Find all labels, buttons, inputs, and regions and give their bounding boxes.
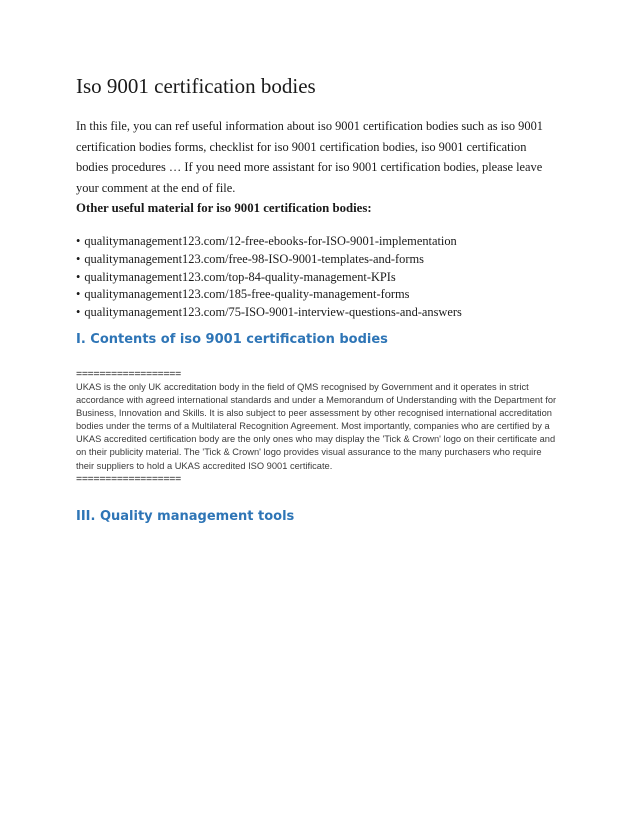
separator-bottom: ================== xyxy=(76,473,181,485)
resource-link-item[interactable] xyxy=(76,304,462,322)
resource-link-item[interactable] xyxy=(76,251,462,269)
resource-link-text[interactable]: qualitymanagement123.com/185-free-quality-management-forms xyxy=(84,287,410,302)
section-heading-contents: I. Contents of iso 9001 certification bodies xyxy=(76,332,388,347)
contents-line: their suppliers to hold a UKAS accredited ISO 9001 certificate. xyxy=(76,460,333,471)
section-heading-quality-tools: III. Quality management tools xyxy=(76,509,295,524)
document-title: Iso 9001 certification bodies xyxy=(76,74,316,98)
resource-link-text[interactable]: qualitymanagement123.com/12-free-ebooks-for-ISO-9001-implementation xyxy=(84,234,457,248)
resource-link-text[interactable]: qualitymanagement123.com/top-84-quality-management-KPIs xyxy=(84,269,396,284)
intro-line: bodies procedures … If you need more assistant for iso 9001 certification bodies, please leave xyxy=(76,160,543,174)
resource-link-text[interactable]: qualitymanagement123.com/75-ISO-9001-interview-questions-and-answers xyxy=(84,305,462,320)
resource-link-item[interactable] xyxy=(76,233,462,251)
intro-line: In this file, you can ref useful information about iso 9001 certification bodies such as iso 9001 xyxy=(76,119,543,133)
resource-link-item[interactable] xyxy=(76,286,462,304)
contents-paragraph xyxy=(76,381,566,473)
contents-line: accordance with agreed international standards and under a Memorandum of Understanding with the Department for xyxy=(76,395,557,406)
contents-line: bodies under the terms of a Multilateral Recognition Agreement. Most importantly, companies who are certified by a xyxy=(76,421,550,432)
contents-line: on their publicity material. The 'Tick & Crown' logo provides visual assurance to the many purchasers who require xyxy=(76,447,542,458)
bullet-icon: • xyxy=(76,269,81,284)
intro-line: your comment at the end of file. xyxy=(76,180,236,195)
resource-link-item[interactable] xyxy=(76,269,462,287)
bullet-icon: • xyxy=(76,287,81,302)
contents-line: UKAS is the only UK accreditation body in the field of QMS recognised by Government and it operates in strict xyxy=(76,382,529,392)
separator-top: ================== xyxy=(76,368,181,380)
other-material-heading: Other useful material for iso 9001 certification bodies: xyxy=(76,201,372,215)
resource-link-list xyxy=(76,233,462,322)
bullet-icon: • xyxy=(76,251,81,266)
resource-link-text[interactable]: qualitymanagement123.com/free-98-ISO-9001-templates-and-forms xyxy=(84,251,424,266)
contents-line: Business, Innovation and Skills. It is also subject to peer assessment by other recognised international accreditation xyxy=(76,408,552,419)
intro-line: certification bodies forms, checklist for iso 9001 certification bodies, iso 9001 certification xyxy=(76,139,527,154)
contents-line: UKAS accredited certification body are the only ones who may display the 'Tick & Crown' logo on their certificate and xyxy=(76,434,556,445)
intro-paragraph xyxy=(76,116,556,198)
bullet-icon: • xyxy=(76,305,81,320)
bullet-icon: • xyxy=(76,234,81,248)
